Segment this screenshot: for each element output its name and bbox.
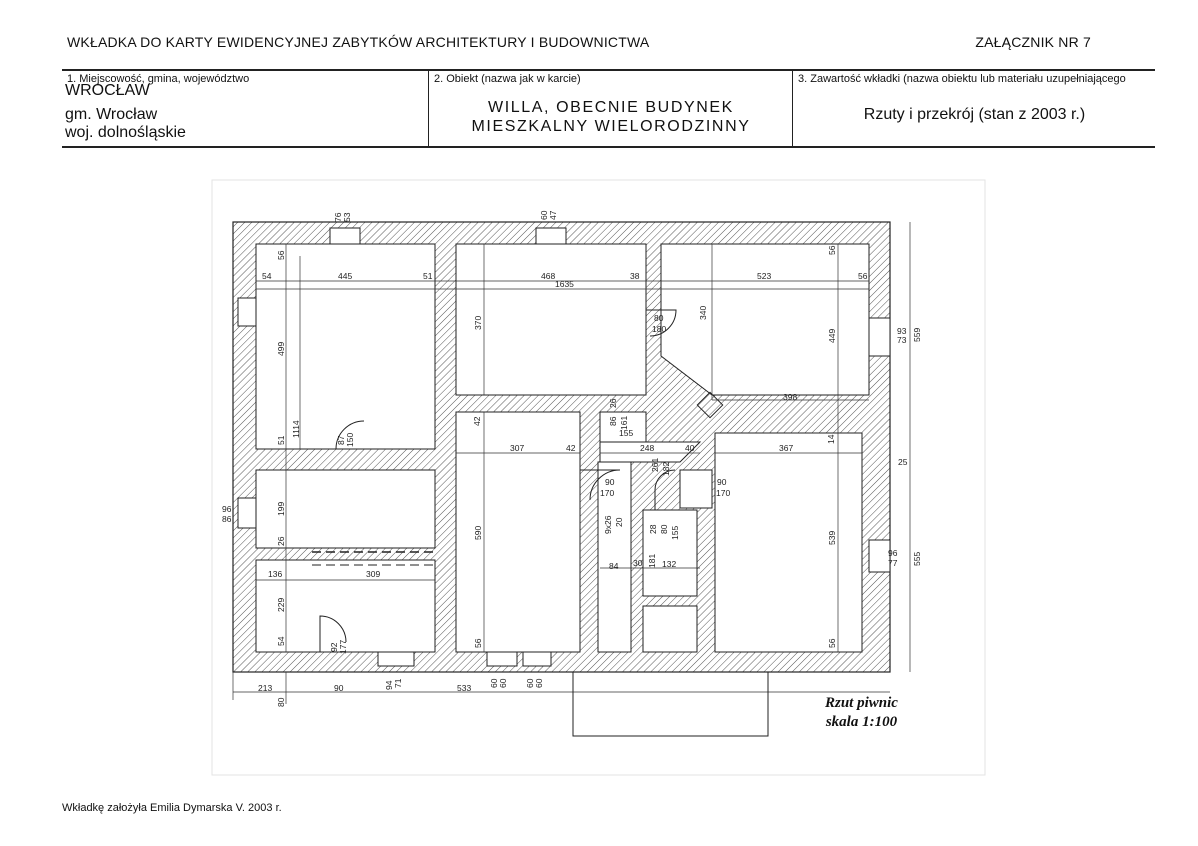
dim-label: 181 [647, 553, 657, 568]
contents-value: Rzuty i przekrój (stan z 2003 r.) [863, 106, 1086, 123]
dim-label: 93 [897, 326, 907, 336]
dim-label: 56 [473, 638, 483, 648]
dim-label: 1635 [555, 279, 574, 289]
dim-label: 90 [334, 683, 344, 693]
dim-label: 80 [659, 524, 669, 534]
dim-label: 539 [827, 530, 837, 545]
dim-label: 86 [608, 416, 618, 426]
pantry-lower [643, 606, 697, 652]
dim-label: 84 [609, 561, 619, 571]
dim-label: 445 [338, 271, 353, 281]
dim-label: 42 [472, 416, 482, 426]
dim-label: 132 [662, 559, 677, 569]
dim-label: 86 [222, 514, 232, 524]
locality-voivodeship: woj. dolnośląskie [65, 124, 186, 141]
dim-label: 51 [423, 271, 433, 281]
dim-label: 90 [717, 477, 727, 487]
dim-label: 26 [276, 536, 286, 546]
caption-scale: skala 1:100 [825, 714, 898, 730]
dim-label: 87 [336, 435, 346, 445]
dim-label: 56 [827, 638, 837, 648]
dim-label: 182 [661, 461, 671, 476]
dim-label: 60 [534, 678, 544, 688]
dim-label: 9x26 [603, 515, 613, 534]
page-title: WKŁADKA DO KARTY EWIDENCYJNEJ ZABYTKÓW ARCHITEKTURY I BUDOWNICTWA [67, 34, 650, 50]
dim-label: 590 [473, 525, 483, 540]
dim-label: 20 [614, 517, 624, 527]
dim-label: 170 [716, 488, 731, 498]
dim-label: 56 [858, 271, 868, 281]
pantry-upper [643, 510, 697, 596]
plan-caption [825, 694, 898, 732]
dim-label: 468 [541, 271, 556, 281]
room-n-center [456, 244, 646, 395]
caption-title: Rzut piwnic [825, 695, 898, 711]
dim-label: 555 [912, 551, 922, 566]
dim-label: 559 [912, 327, 922, 342]
dim-label: 92 [329, 642, 339, 652]
contents-label: 3. Zawartość wkładki (nazwa obiektu lub materiału uzupełniającego [798, 73, 1126, 85]
dim-label: 523 [757, 271, 772, 281]
dim-label: 96 [888, 548, 898, 558]
dim-label: 161 [619, 415, 629, 430]
dim-label: 229 [276, 597, 286, 612]
footer-note: Wkładkę założyła Emilia Dymarska V. 2003 r. [62, 802, 282, 814]
room-se [715, 433, 862, 652]
dim-label: 53 [342, 212, 352, 222]
dim-label: 54 [276, 636, 286, 646]
object-name-line1: WILLA, OBECNIE BUDYNEK [488, 99, 734, 116]
rooms [256, 244, 869, 652]
dim-label: 155 [619, 428, 634, 438]
dim-label: 340 [698, 305, 708, 320]
locality-label: 1. Miejscowość, gmina, województwo [67, 73, 250, 85]
dim-label: 199 [276, 501, 286, 516]
dim-label: 449 [827, 328, 837, 343]
dim-label: 60 [525, 678, 535, 688]
dim-label: 307 [510, 443, 525, 453]
dim-label: 309 [366, 569, 381, 579]
stair-landing [680, 470, 712, 508]
dim-label: 26 [608, 398, 618, 408]
dim-label: 80 [276, 697, 286, 707]
dim-label: 51 [276, 435, 286, 445]
dim-label: 47 [548, 210, 558, 220]
dim-label: 25 [898, 457, 908, 467]
dim-label: 73 [897, 335, 907, 345]
dim-label: 28 [648, 524, 658, 534]
dim-label: 40 [685, 443, 695, 453]
dim-label: 370 [473, 315, 483, 330]
dim-label: 398 [783, 392, 798, 402]
dim-label: 180 [652, 324, 667, 334]
dim-label: 60 [539, 210, 549, 220]
dim-label: 30 [633, 558, 643, 568]
attachment-number: ZAŁĄCZNIK NR 7 [975, 34, 1091, 50]
dim-label: 80 [654, 313, 664, 323]
dim-label: 94 [384, 680, 394, 690]
dim-label: 213 [258, 683, 273, 693]
annex-outline [573, 672, 768, 736]
object-name-line2: MIESZKALNY WIELORODZINNY [471, 118, 751, 135]
dim-label: 38 [630, 271, 640, 281]
locality-city: WROCŁAW [65, 82, 150, 99]
dim-label: 96 [222, 504, 232, 514]
dim-label: 499 [276, 341, 286, 356]
dim-label: 56 [276, 250, 286, 260]
dim-label: 177 [338, 639, 348, 654]
dim-label: 77 [888, 558, 898, 568]
object-label: 2. Obiekt (nazwa jak w karcie) [434, 73, 581, 85]
dim-label: 60 [489, 678, 499, 688]
dim-label: 71 [393, 678, 403, 688]
dim-label: 90 [605, 477, 615, 487]
locality-commune: gm. Wrocław [65, 106, 158, 123]
dim-label: 14 [826, 434, 836, 444]
dim-label: 60 [498, 678, 508, 688]
dim-label: 367 [779, 443, 794, 453]
dim-label: 170 [600, 488, 615, 498]
dim-label: 136 [268, 569, 283, 579]
dim-label: 261 [650, 457, 660, 472]
dim-label: 155 [670, 525, 680, 540]
dim-label: 248 [640, 443, 655, 453]
dim-label: 42 [566, 443, 576, 453]
dim-label: 533 [457, 683, 472, 693]
dim-label: 54 [262, 271, 272, 281]
dim-label: 1114 [291, 420, 301, 438]
dim-label: 76 [333, 212, 343, 222]
dim-label: 56 [827, 245, 837, 255]
dim-label: 150 [345, 432, 355, 447]
